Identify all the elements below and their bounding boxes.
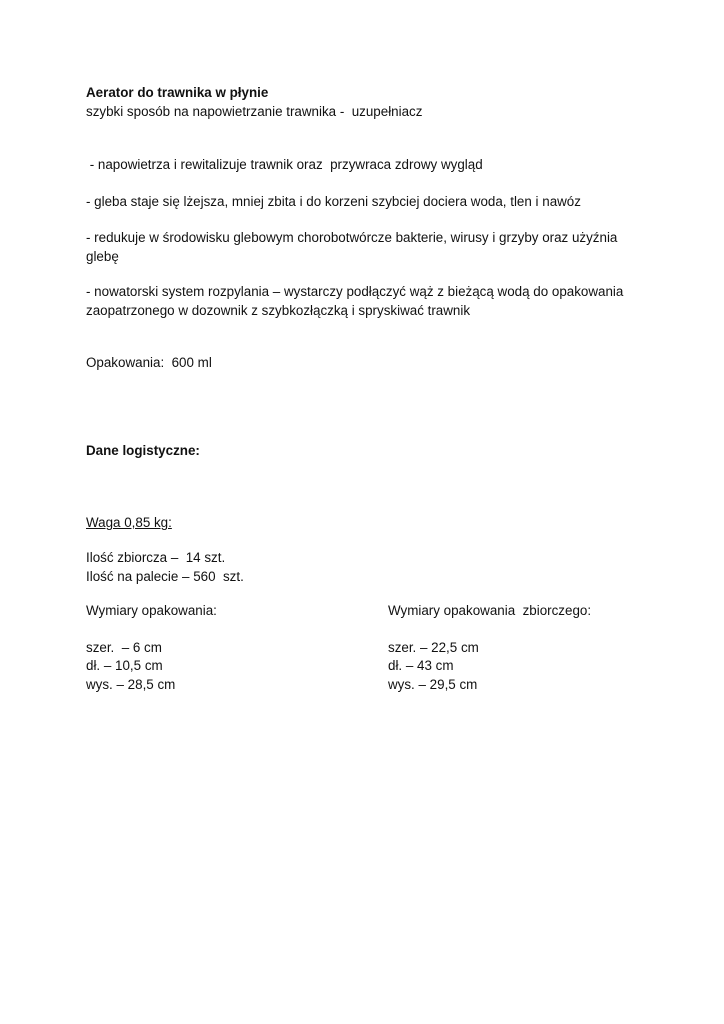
- title-block: [86, 84, 646, 121]
- dims-single-height: wys. – 28,5 cm: [86, 676, 176, 692]
- packaging-info: [86, 354, 646, 373]
- dims-single-width: szer. – 6 cm: [86, 639, 162, 655]
- feature-bullet: [86, 156, 646, 175]
- dims-single-block: [86, 602, 366, 694]
- bullet-line: zaopatrzonego w dozownik z szybkozłączką i spryskiwać trawnik: [86, 302, 471, 318]
- bullet-line: glebę: [86, 248, 119, 264]
- weight-text: Waga 0,85 kg:: [86, 515, 172, 530]
- dims-bulk-width: szer. – 22,5 cm: [388, 639, 479, 655]
- document-subtitle: szybki sposób na napowietrzanie trawnika - uzupełniacz: [86, 103, 423, 119]
- dims-bulk-block: [388, 602, 688, 694]
- packaging-text: Opakowania: 600 ml: [86, 355, 212, 370]
- weight-block: [86, 514, 646, 533]
- logistics-heading: Dane logistyczne:: [86, 443, 200, 458]
- dims-bulk-length: dł. – 43 cm: [388, 658, 454, 673]
- bullet-line: - nowatorski system rozpylania – wystarczy podłączyć wąż z bieżącą wodą do opakowania: [86, 284, 624, 299]
- feature-bullet: [86, 229, 646, 266]
- dims-bulk-heading: Wymiary opakowania zbiorczego:: [388, 603, 592, 618]
- count-bulk: Ilość zbiorcza – 14 szt.: [86, 550, 226, 565]
- bullet-line: - redukuje w środowisku glebowym chorobotwórcze bakterie, wirusy i grzyby oraz użyźnia: [86, 230, 618, 245]
- counts-block: [86, 549, 646, 586]
- count-pallet: Ilość na palecie – 560 szt.: [86, 568, 244, 584]
- feature-bullet: [86, 283, 646, 320]
- bullet-line: - gleba staje się lżejsza, mniej zbita i do korzeni szybciej dociera woda, tlen i nawóz: [86, 194, 581, 209]
- dims-single-length: dł. – 10,5 cm: [86, 658, 163, 673]
- bullet-line: - napowietrza i rewitalizuje trawnik oraz przywraca zdrowy wygląd: [86, 157, 483, 172]
- feature-bullet: [86, 193, 646, 212]
- document-title: Aerator do trawnika w płynie: [86, 85, 269, 100]
- dims-single-heading: Wymiary opakowania:: [86, 603, 217, 618]
- dims-bulk-height: wys. – 29,5 cm: [388, 676, 478, 692]
- logistics-heading-block: [86, 442, 646, 461]
